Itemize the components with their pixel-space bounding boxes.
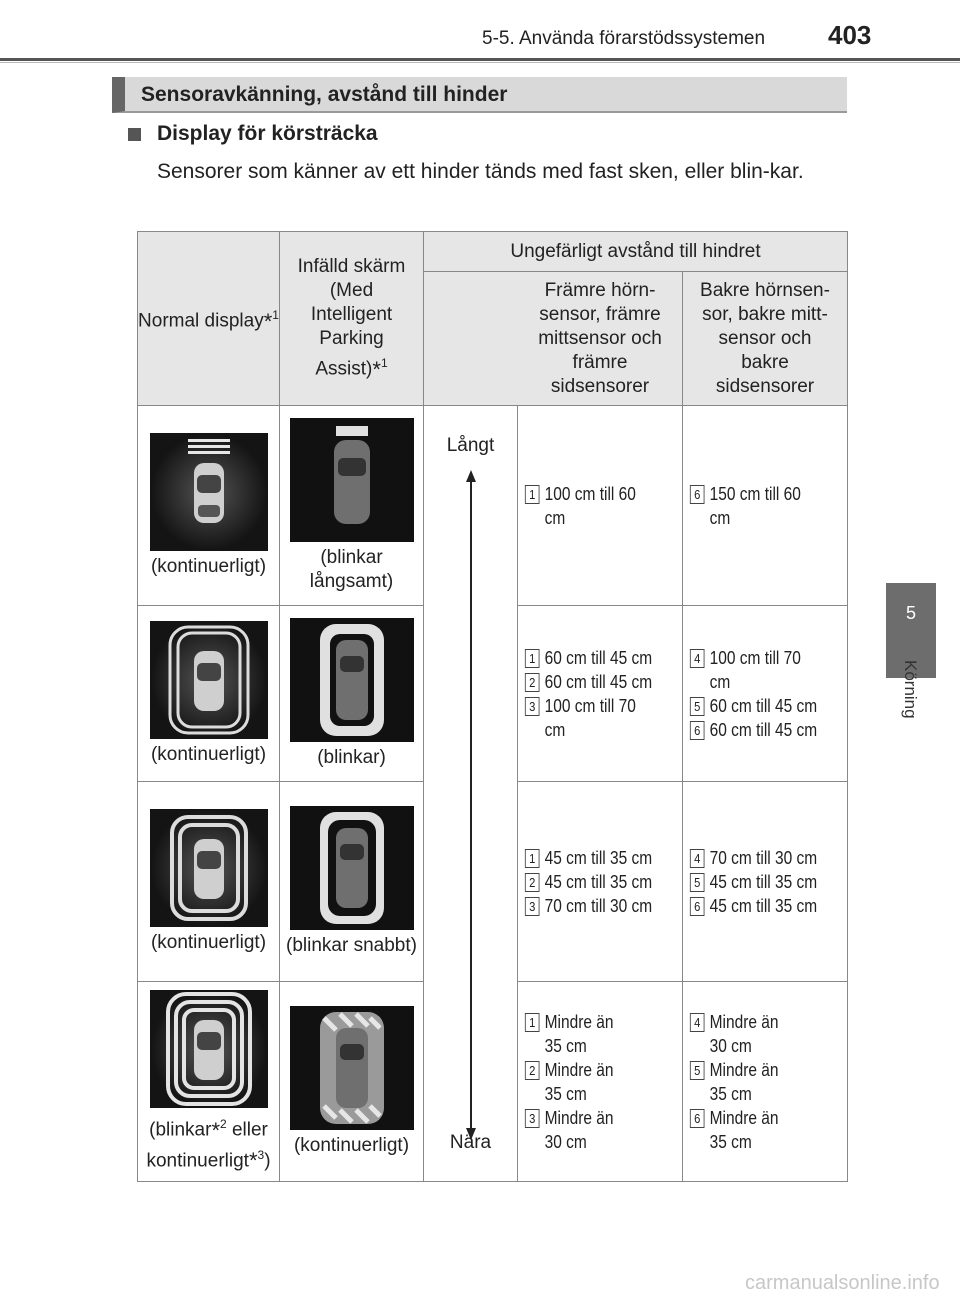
rear-distance-list: 6 150 cm till 60 cm xyxy=(683,482,824,530)
near-label: Nära xyxy=(449,1132,492,1153)
car-sensor-icon xyxy=(150,433,268,551)
front-distance-list: 1 100 cm till 60 cm xyxy=(518,482,659,530)
front-distance-list: 1 60 cm till 45 cm 2 60 cm till 45 cm 3 100 cm till 70 cm xyxy=(518,646,659,742)
front-distance-list: 1 Mindre än 35 cm 2 Mindre än 35 cm 3 Mindre än 30 cm xyxy=(518,1010,659,1154)
car-sensor-icon xyxy=(150,990,268,1108)
rear-distance-cell xyxy=(683,406,848,606)
chapter-label: Körning xyxy=(901,660,920,719)
rear-distance-cell xyxy=(683,782,848,982)
inset-car-icon xyxy=(290,1006,414,1130)
subsection-title: Display för körsträcka xyxy=(157,122,378,145)
inset-caption: (kontinuerligt) xyxy=(293,1134,410,1156)
inset-display-cell xyxy=(280,782,424,982)
normal-display-cell xyxy=(138,782,280,982)
section-title: Sensoravkänning, avstånd till hinder xyxy=(141,83,508,106)
front-distance-cell xyxy=(518,406,683,606)
normal-display-cell xyxy=(138,406,280,606)
rear-distance-list: 4 100 cm till 70 cm 5 60 cm till 45 cm 6 60 cm till 45 cm xyxy=(683,646,824,742)
inset-caption: (blinkar långsamt) xyxy=(309,546,394,592)
inset-car-icon xyxy=(290,618,414,742)
inset-display-cell xyxy=(280,406,424,606)
normal-caption: (kontinuerligt) xyxy=(150,555,267,577)
front-distance-list: 1 45 cm till 35 cm 2 45 cm till 35 cm 3 70 cm till 30 cm xyxy=(518,846,659,918)
normal-caption: (kontinuerligt) xyxy=(150,931,267,953)
inset-display-cell xyxy=(280,982,424,1182)
rear-distance-list: 4 Mindre än 30 cm 5 Mindre än 35 cm 6 Mindre än 35 cm xyxy=(683,1010,824,1154)
normal-display-cell xyxy=(138,606,280,782)
car-sensor-icon xyxy=(150,809,268,927)
watermark: carmanualsonline.info xyxy=(745,1272,940,1294)
car-sensor-icon xyxy=(150,621,268,739)
rear-distance-cell xyxy=(683,606,848,782)
distance-arrow-cell xyxy=(424,406,518,1182)
header-rear-sensors: Bakre hörnsen-sor, bakre mitt-sensor och bakre sidsensorer xyxy=(683,272,848,406)
inset-display-cell xyxy=(280,606,424,782)
header-spacer xyxy=(424,272,518,406)
page-number: 403 xyxy=(828,20,872,50)
running-header: 5-5. Använda förarstödssystemen xyxy=(482,28,766,49)
normal-caption: (kontinuerligt) xyxy=(150,743,267,765)
header-approx-distance: Ungefärligt avstånd till hindret xyxy=(424,232,848,272)
rear-distance-cell xyxy=(683,982,848,1182)
normal-display-cell xyxy=(138,982,280,1182)
header-inset-screen: Infälld skärm (Med Intelligent Parking Assist)*$^1$ xyxy=(280,232,424,406)
inset-caption: (blinkar snabbt) xyxy=(286,934,417,956)
section-title-bar xyxy=(112,77,847,113)
far-label: Långt xyxy=(446,435,495,456)
inset-car-icon xyxy=(290,806,414,930)
header-normal-display: Normal display*$^1$ xyxy=(138,232,280,406)
header-rule xyxy=(0,58,960,61)
normal-caption: (blinkar*$^2$ eller kontinuerligt*$^3$) xyxy=(146,1117,271,1173)
far-near-arrow-icon xyxy=(461,470,481,1140)
bullet-square-icon xyxy=(128,128,141,141)
inset-car-icon xyxy=(290,418,414,542)
chapter-number: 5 xyxy=(905,603,916,623)
header-rule-thin xyxy=(0,62,960,63)
front-distance-cell xyxy=(518,982,683,1182)
rear-distance-list: 4 70 cm till 30 cm 5 45 cm till 35 cm 6 45 cm till 35 cm xyxy=(683,846,824,918)
inset-caption: (blinkar) xyxy=(317,746,386,768)
front-distance-cell xyxy=(518,606,683,782)
header-front-sensors: Främre hörn-sensor, främre mittsensor och främre sidsensorer xyxy=(518,272,683,406)
intro-paragraph: Sensorer som känner av ett hinder tänds med fast sken, eller blin-kar. xyxy=(157,160,804,183)
front-distance-cell xyxy=(518,782,683,982)
distance-table xyxy=(137,231,848,1182)
